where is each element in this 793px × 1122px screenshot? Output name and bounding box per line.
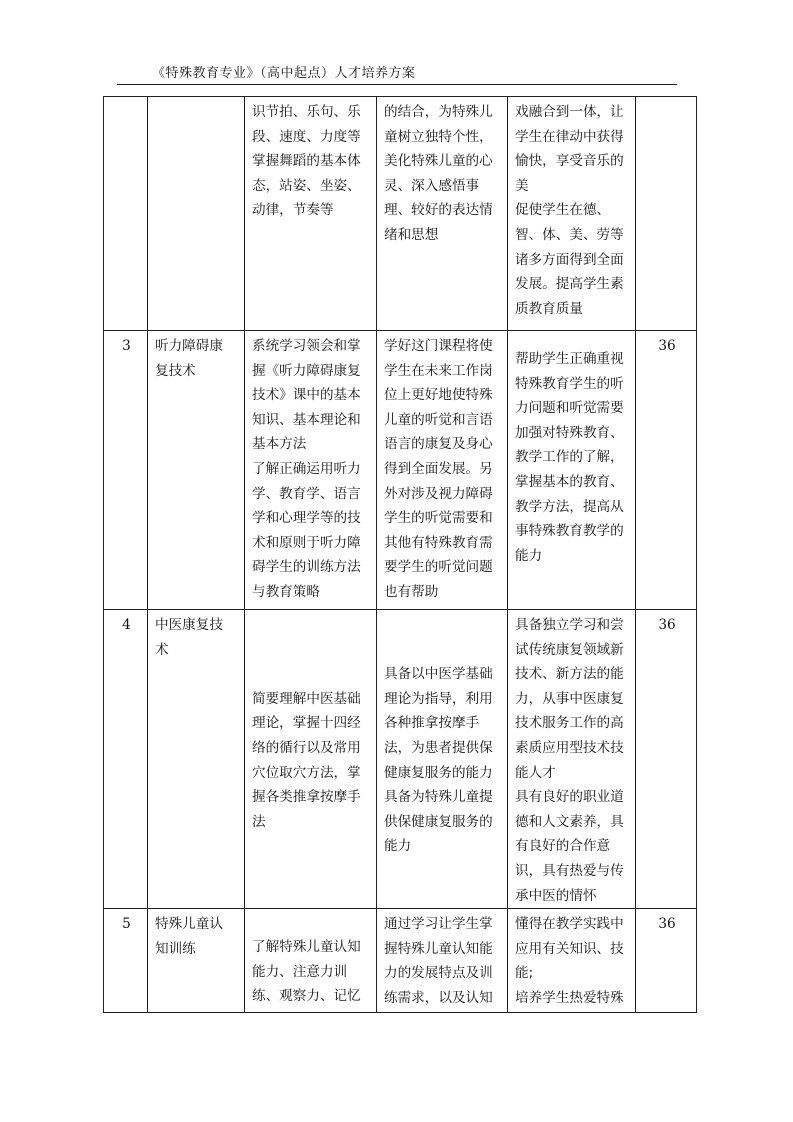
course-name: 特殊儿童认 知训练: [155, 916, 223, 957]
header-divider: [117, 84, 677, 85]
row-number: 5: [122, 916, 131, 933]
course-content-cell: [245, 331, 377, 610]
course-requirement: 具备以中医学基础 理论为指导，利用 各种推拿按摩手 法，为患者提供保 健康复服务的能力 具备为特殊儿童提 供保健康复服务的 能力: [384, 666, 493, 855]
course-goal: 懂得在教学实践中 应用有关知识、技 能; 培养学生热爱特殊: [515, 916, 624, 1006]
course-goal-cell: [508, 97, 636, 331]
table-row: [104, 610, 697, 909]
course-content-cell: [245, 610, 377, 909]
course-content-cell: [245, 97, 377, 331]
course-content: 简要理解中医基础 理论，掌握十四经 络的循行以及常用 穴位取穴方法，掌 握各类推拿按摩手 法: [252, 690, 361, 830]
course-content: 识节拍、乐句、乐 段、速度、力度等 掌握舞蹈的基本体 态，站姿、坐姿、 动律，节奏等: [252, 104, 361, 219]
course-goal-cell: [508, 909, 636, 1013]
table-row: [104, 331, 697, 610]
row-number: 4: [122, 617, 131, 633]
hours-cell: [636, 97, 697, 331]
course-table: [103, 96, 697, 1013]
course-name-cell: [148, 97, 245, 331]
course-name-cell: [148, 909, 245, 1013]
table-row: [104, 909, 697, 1013]
course-goal-cell: [508, 610, 636, 909]
hours-cell: [636, 331, 697, 610]
course-requirement-cell: [377, 909, 508, 1013]
row-number: 3: [122, 338, 131, 354]
course-goal: 戏融合到一体，让 学生在律动中获得 愉快，享受音乐的 美 促使学生在德、 智、体、美、劳等 诸多方面得到全面 发展。提高学生素 质教育质量: [515, 104, 624, 317]
course-name-cell: [148, 331, 245, 610]
row-number-cell: [104, 97, 148, 331]
course-requirement: 通过学习让学生掌 握特殊儿童认知能 力的发展特点及训 练需求，以及认知: [384, 916, 493, 1006]
course-requirement-cell: [377, 331, 508, 610]
course-name: 中医康复技 术: [155, 617, 223, 658]
course-hours: 36: [658, 617, 676, 633]
course-name: 听力障碍康 复技术: [155, 338, 223, 379]
course-hours: 36: [658, 916, 676, 933]
row-number-cell: [104, 331, 148, 610]
page-header-title: 《特殊教育专业》（高中起点）人才培养方案: [152, 66, 416, 81]
course-requirement-cell: [377, 610, 508, 909]
course-content: 系统学习领会和掌 握《听力障碍康复 技术》课中的基本 知识、基本理论和 基本方法 了解正确运用听力 学、教育学、语言 学和心理学等的技 术和原则于听力障 碍学生的训练方法 与教育策略: [252, 338, 361, 600]
course-goal: 具备独立学习和尝 试传统康复领域新 技术、新方法的能 力，从事中医康复 技术服务工作的高 素质应用型技术技 能人才 具有良好的职业道 德和人文素养，具 有良好的合作意 识，具有热爱与传 承中医的情怀: [515, 617, 624, 904]
table-row: [104, 97, 697, 331]
course-requirement-cell: [377, 97, 508, 331]
course-requirement: 学好这门课程将使 学生在未来工作岗 位上更好地使特殊 儿童的听觉和言语 语言的康复及身心 得到全面发展。另 外对涉及视力障碍 学生的听觉需要和 其他有特殊教育需 要学生的听觉问题 也有帮助: [384, 338, 493, 600]
hours-cell: [636, 610, 697, 909]
course-content-cell: [245, 909, 377, 1013]
row-number-cell: [104, 610, 148, 909]
course-goal: 帮助学生正确重视 特殊教育学生的听 力问题和听觉需要 加强对特殊教育、 教学工作的了解， 掌握基本的教育、 教学方法，提高从 事特殊教育教学的 能力: [515, 351, 624, 564]
course-goal-cell: [508, 331, 636, 610]
row-number-cell: [104, 909, 148, 1013]
course-hours: 36: [658, 338, 676, 354]
hours-cell: [636, 909, 697, 1013]
course-name-cell: [148, 610, 245, 909]
course-requirement: 的结合，为特殊儿 童树立独特个性， 美化特殊儿童的心 灵、深入感悟事 理、较好的表达情 绪和思想: [384, 104, 493, 243]
course-content: 了解特殊儿童认知 能力、注意力训 练、观察力、记忆: [252, 939, 361, 1005]
